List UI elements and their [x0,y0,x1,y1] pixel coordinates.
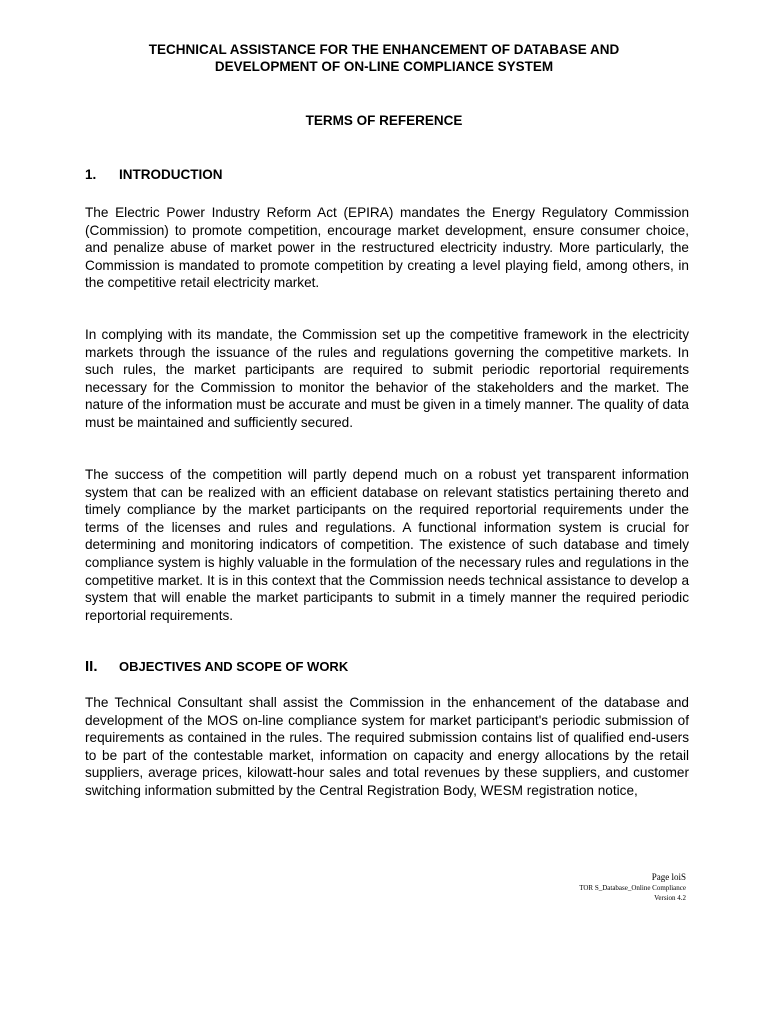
paragraph-2: In complying with its mandate, the Commission set up the competitive framework in the electricity markets through the issuance of the rules and regulations governing the competitive markets. In such rules, the market participants are required to submit periodic reportorial requirements necessary for the Commission to monitor the behavior of the stakeholders and the market. The nature of the information must be accurate and must be given in a timely manner. The quality of data must be maintained and sufficiently secured. [85,327,689,430]
document-subtitle: TERMS OF REFERENCE [305,113,463,128]
title-line-2: DEVELOPMENT OF ON-LINE COMPLIANCE SYSTEM [214,59,554,74]
footer-version: Version 4.2 [654,894,686,902]
paragraph-4: The Technical Consultant shall assist the Commission in the enhancement of the database and development of the MOS on-line compliance system for market participant's periodic submission of requirements as contained in the rules. The required submission contains list of qualified end-users to be part of the contestable market, information on capacity and energy allocations by the retail suppliers, average prices, kilowatt-hour sales and total revenues by these suppliers, and customer switching information submitted by the Central Registration Body, WESM registration notice, [85,695,689,798]
section-2-title: OBJECTIVES AND SCOPE OF WORK [119,659,349,674]
section-1-heading [85,166,223,183]
section-1-title: INTRODUCTION [119,167,223,182]
section-2-heading [85,658,348,675]
footer-page-number: Page loiS [651,872,686,882]
section-1-number: 1. [85,167,97,182]
document-title [0,41,768,75]
paragraph-1: The Electric Power Industry Reform Act (EPIRA) mandates the Energy Regulatory Commission (Commission) to promote competition, encourage market development, ensure consumer choice, and penalize abuse of market power in the restructured electricity industry. More particularly, the Commission is mandated to promote competition by creating a level playing field, among others, in the competitive retail electricity market. [85,205,689,291]
title-line-1: TECHNICAL ASSISTANCE FOR THE ENHANCEMENT OF DATABASE AND [148,42,620,57]
paragraph-3: The success of the competition will partly depend much on a robust yet transparent information system that can be realized with an efficient database on relevant statistics pertaining thereto and timely compliance by the market participants on the required reportorial requirements under the terms of the licenses and rules and regulations. A functional information system is crucial for determining and monitoring indicators of competition. The existence of such database and timely compliance system is highly valuable in the formulation of the necessary rules and regulations in the competitive market. It is in this context that the Commission needs technical assistance to develop a system that will enable the market participants to submit in a timely manner the required periodic reportorial requirements. [85,467,689,623]
section-2-number: II. [85,658,98,675]
footer-filename: TOR S_Database_Online Compliance [579,884,686,892]
